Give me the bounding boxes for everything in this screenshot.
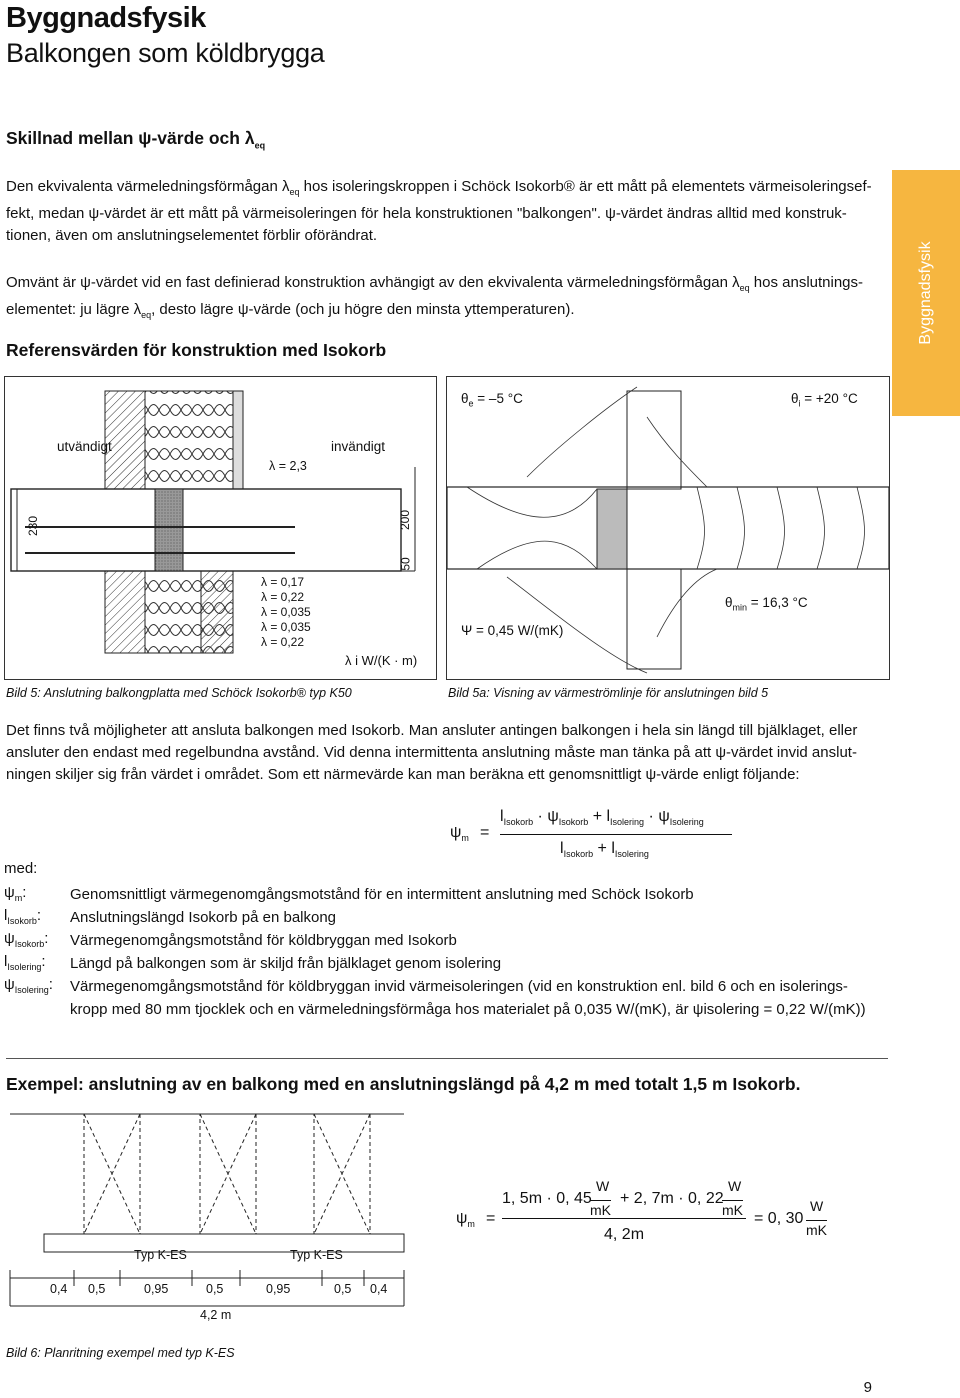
text-line: hos anslutnings- bbox=[749, 274, 864, 291]
subscript: Isolering bbox=[669, 817, 704, 828]
fraction-bar bbox=[502, 1218, 746, 1219]
lambda-value: λ = 0,17 bbox=[261, 575, 305, 589]
subscript: m bbox=[467, 1219, 475, 1230]
dim-value: 0,4 bbox=[50, 1282, 68, 1296]
def-symbol: $\psi_{Isokorb}$: bbox=[4, 930, 49, 949]
def-symbol: $l_{Isolering}$: bbox=[4, 953, 46, 972]
dim-value: 0,5 bbox=[334, 1282, 352, 1296]
symbol: l bbox=[606, 808, 611, 825]
text-line: ningen skiljer sig från värdet i området. Som ett närmevärde kan man beräkna ett genomsnittligt ψ-värde enligt följande: bbox=[6, 766, 800, 783]
value: = +20 °C bbox=[804, 391, 858, 406]
text-line: tionen, även om anslutningselementet förblir oförändrat. bbox=[6, 227, 378, 244]
value: = 16,3 °C bbox=[750, 595, 808, 610]
psi-symbol: ψ bbox=[138, 128, 152, 148]
dim-value: 0,5 bbox=[88, 1282, 106, 1296]
symbol: ψ bbox=[4, 884, 15, 901]
text-line: elementet: ju lägre λ bbox=[6, 301, 142, 318]
psi-value: Ψ = 0,45 W/(mK) bbox=[461, 623, 564, 638]
lambda-unit: λ i W/(K · m) bbox=[345, 653, 418, 668]
label-typ-k-es-2: Typ K-ES bbox=[290, 1248, 343, 1262]
subscript: min bbox=[732, 602, 748, 613]
lambda-symbol: λ bbox=[244, 128, 255, 148]
subscript: Isolering bbox=[7, 962, 42, 972]
lambda-value: λ = 0,22 bbox=[261, 590, 305, 604]
text-line: hos isoleringskroppen i Schöck Isokorb® är ett mått på elementets värmeisoleringsef- bbox=[299, 178, 872, 195]
theta-e bbox=[461, 391, 523, 409]
page-subtitle: Balkongen som köldbrygga bbox=[6, 38, 325, 68]
psi-symbol: ψ bbox=[450, 824, 462, 841]
dim-value: 0,5 bbox=[206, 1282, 224, 1296]
subscript: e bbox=[468, 398, 474, 409]
subscript: Isokorb bbox=[558, 817, 589, 828]
operator: · bbox=[537, 808, 543, 825]
formula-eq: = bbox=[486, 1210, 496, 1227]
subscript: Isolering bbox=[614, 849, 649, 860]
dim-230: 230 bbox=[26, 515, 41, 537]
subscript: Isokorb bbox=[563, 849, 594, 860]
subscript: eq bbox=[254, 140, 266, 151]
paragraph-2 bbox=[6, 272, 886, 326]
paragraph-3 bbox=[6, 720, 886, 786]
subscript: i bbox=[798, 398, 801, 409]
subscript: Isolering bbox=[14, 985, 49, 995]
def-text: Genomsnittligt värmegenomgångsmotstånd för en intermittent anslutning med Schöck Isokorb bbox=[70, 886, 694, 903]
lambda-value: λ = 0,035 bbox=[261, 620, 311, 634]
divider bbox=[6, 1058, 888, 1059]
dim-total: 4,2 m bbox=[200, 1308, 232, 1322]
symbol: ψ bbox=[4, 976, 15, 993]
symbol: l bbox=[4, 953, 8, 970]
symbol: l bbox=[4, 907, 8, 924]
label-outside: utvändigt bbox=[57, 439, 112, 454]
formula-numerator bbox=[500, 808, 704, 827]
subscript: m bbox=[461, 833, 469, 844]
unit-top: W bbox=[728, 1178, 742, 1194]
side-tab-label: Byggnadsfysik bbox=[917, 241, 934, 345]
caption-fig5a: Bild 5a: Visning av värmeströmlinje för anslutningen bild 5 bbox=[448, 686, 769, 700]
operator: · bbox=[648, 808, 654, 825]
subscript: eq bbox=[289, 187, 300, 197]
lambda-value: λ = 0,22 bbox=[261, 635, 305, 649]
unit-bottom: mK bbox=[806, 1222, 827, 1238]
section-heading-example: Exempel: anslutning av en balkong med en anslutningslängd på 4,2 m med totalt 1,5 m Isokorb. bbox=[6, 1074, 801, 1094]
theta-symbol: θ bbox=[791, 391, 799, 406]
text-line: Omvänt är ψ-värdet vid en fast definierad konstruktion avhängigt av den ekvivalenta värmeledningsförmågan λ bbox=[6, 274, 740, 291]
fraction-bar bbox=[500, 834, 732, 835]
unit-bottom: mK bbox=[722, 1202, 743, 1218]
formula-num-a: 1, 5m · 0, 45 bbox=[502, 1190, 592, 1207]
construction-drawing bbox=[5, 377, 436, 679]
def-symbol: $\psi_m$: bbox=[4, 884, 27, 903]
formula-lhs bbox=[456, 1210, 475, 1229]
lambda-steel-value: λ = 2,3 bbox=[269, 459, 307, 473]
dim-value: 0,95 bbox=[266, 1282, 291, 1296]
definitions-label: med: bbox=[4, 860, 38, 877]
operator: + bbox=[597, 840, 607, 857]
symbol: ψ bbox=[547, 808, 559, 825]
symbol: l bbox=[560, 840, 564, 857]
side-tab bbox=[892, 170, 960, 416]
value: = –5 °C bbox=[477, 391, 523, 406]
operator: + bbox=[592, 808, 603, 825]
formula-den: 4, 2m bbox=[604, 1226, 645, 1243]
definitions bbox=[0, 860, 890, 1030]
lambda-value: λ = 0,035 bbox=[261, 605, 311, 619]
page-title: Byggnadsfysik bbox=[6, 2, 206, 34]
caption-fig5: Bild 5: Anslutning balkongplatta med Schöck Isokorb® typ K50 bbox=[6, 686, 352, 700]
figure-6-plan bbox=[4, 1110, 414, 1330]
subscript: Isolering bbox=[610, 817, 645, 828]
heading-text: Skillnad mellan bbox=[6, 128, 139, 148]
formula-result: = 0, 30 bbox=[754, 1210, 804, 1227]
section-heading-reference: Referensvärden för konstruktion med Isokorb bbox=[6, 340, 387, 360]
symbol: ψ bbox=[4, 930, 15, 947]
def-text: Anslutningslängd Isokorb på en balkong bbox=[70, 909, 337, 926]
plan-drawing bbox=[4, 1110, 414, 1330]
subscript: Isokorb bbox=[14, 939, 45, 949]
psi-symbol: ψ bbox=[456, 1210, 468, 1227]
label-inside: invändigt bbox=[331, 439, 386, 454]
theta-min bbox=[725, 595, 808, 613]
theta-i bbox=[791, 391, 858, 409]
symbol: ψ bbox=[658, 808, 670, 825]
subscript: m bbox=[14, 893, 23, 903]
text-line: Det finns två möjligheter att ansluta balkongen med Isokorb. Man ansluter antingen balkongen i hela sin längd till bjälklaget, eller bbox=[6, 722, 858, 739]
formula-denominator bbox=[560, 840, 649, 859]
text-line: ansluter den endast med regelbundna avstånd. Vid denna intermittenta anslutning måste man tänka på att ψ-värdet invid anslut- bbox=[6, 744, 857, 761]
theta-symbol: θ bbox=[461, 391, 469, 406]
def-text: Längd på balkongen som är skiljd från bjälklaget genom isolering bbox=[70, 955, 502, 972]
section-heading-psi-lambda bbox=[6, 128, 265, 151]
text-line: , desto lägre ψ-värde (och ju högre den minsta yttemperaturen). bbox=[151, 301, 575, 318]
text-line: Den ekvivalenta värmeledningsförmågan λ bbox=[6, 178, 290, 195]
dim-50: 50 bbox=[398, 557, 413, 571]
label-typ-k-es-1: Typ K-ES bbox=[134, 1248, 187, 1262]
def-symbol: $\psi_{Isolering}$: bbox=[4, 976, 53, 995]
theta-symbol: θ bbox=[725, 595, 733, 610]
text-line: fekt, medan ψ-värdet är ett mått på värmeisoleringen för hela konstruktionen "balkongen". ψ-värdet ändras alltid med konstruk- bbox=[6, 205, 847, 222]
def-text: kropp med 80 mm tjocklek och en värmeledningsförmåga hos materialet på 0,035 W/(mK), är ψisolering = 0,22 W/(mK)) bbox=[70, 1001, 866, 1018]
def-text: Värmegenomgångsmotstånd för köldbryggan invid värmeisoleringen (vid en konstruktion enl. bild 6 och en isolerings- bbox=[70, 978, 848, 995]
symbol: l bbox=[500, 808, 504, 825]
symbol: l bbox=[611, 840, 615, 857]
figure-5a-heat-flow bbox=[446, 376, 890, 680]
formula-example bbox=[456, 1180, 856, 1250]
def-text: Värmegenomgångsmotstånd för köldbryggan med Isokorb bbox=[70, 932, 457, 949]
paragraph-1 bbox=[6, 176, 886, 247]
formula-psi-m bbox=[450, 806, 740, 866]
subscript: Isokorb bbox=[503, 817, 534, 828]
unit-top: W bbox=[810, 1198, 824, 1214]
def-symbol: $l_{Isokorb}$: bbox=[4, 907, 42, 926]
formula-lhs bbox=[450, 824, 469, 843]
unit-top: W bbox=[596, 1178, 610, 1194]
formula-eq: = bbox=[480, 824, 490, 841]
lambda-list bbox=[261, 575, 311, 650]
subscript: eq bbox=[739, 283, 750, 293]
heading-text: -värde och bbox=[151, 128, 245, 148]
dim-200: 200 bbox=[398, 509, 413, 531]
subscript: eq bbox=[141, 310, 152, 320]
subscript: Isokorb bbox=[7, 916, 37, 926]
formula-num-b: + 2, 7m · 0, 22 bbox=[620, 1190, 724, 1207]
figure-5-construction-section bbox=[4, 376, 437, 680]
unit-bottom: mK bbox=[590, 1202, 611, 1218]
dim-value: 0,4 bbox=[370, 1282, 388, 1296]
page-number: 9 bbox=[863, 1379, 872, 1396]
dim-value: 0,95 bbox=[144, 1282, 169, 1296]
caption-fig6: Bild 6: Planritning exempel med typ K-ES bbox=[6, 1346, 235, 1360]
